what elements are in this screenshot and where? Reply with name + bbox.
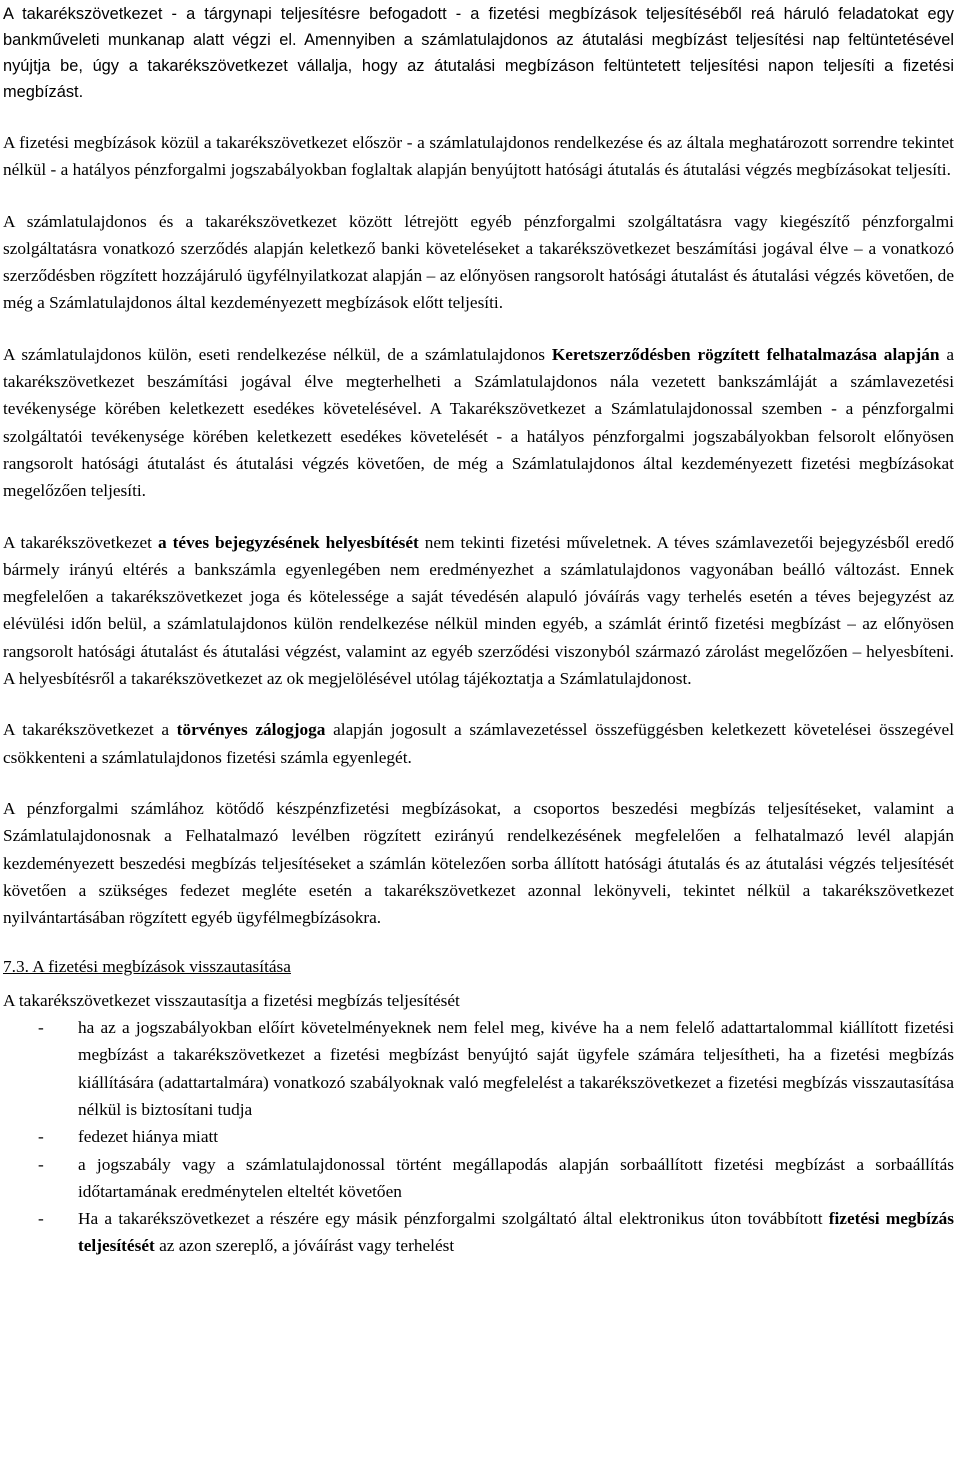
paragraph-bank-claims: A számlatulajdonos és a takarékszövetkezet között létrejött egyéb pénzforgalmi szolgáltatásra vagy kiegészítő pénzforgalmi szolgáltatásra vonatkozó szerződés alapján keletkező banki követeléseket a takarékszövetkezet beszámítási jogával élve – a vonatkozó szerződésben rögzített hozzájáruló ügyfélnyilatkozat alapján – az előnyösen rangsorolt hatósági átutalást és átutalási végzés követően, de még a Számlatulajdonos által kezdeményezett megbízások előtt teljesíti. (3, 211, 954, 313)
paragraph-priority-order: A fizetési megbízások közül a takarékszövetkezet először - a számlatulajdonos rendelkezése és az általa meghatározott sorrendre tekintet nélkül - a hatályos pénzforgalmi jogszabályokban foglaltak alapján benyújtott hatósági átutalás és átutalási végzés megbízásokat teljesíti. (3, 133, 954, 180)
section-intro: A takarékszövetkezet visszautasítja a fizetési megbízás teljesítését (3, 990, 460, 1010)
rejection-reasons-list (3, 1014, 954, 1260)
list-item: - ha az a jogszabályokban előírt követelményeknek nem felel meg, kivéve ha a nem felelő adattartalommal kiállított fizetési megbízást a takarékszövetkezet a fizetési megbízást benyújtó saját ügyfele számára teljesítheti, ha a fizetési megbízás kiállítására (adattartalmára) vonatkozó szabályoknak való megfelelést a takarékszövetkezet a fizetési megbízás visszautasítása nélkül is biztosítani tudja (3, 1014, 954, 1123)
list-item: - fedezet hiánya miatt (3, 1123, 954, 1150)
emphasis-framework-authorization: Keretszerződésben rögzített felhatalmazása alapján (551, 344, 940, 364)
document-page (0, 1, 960, 1469)
paragraph-settlement-timing: A takarékszövetkezet - a tárgynapi teljesítésre befogadott - a fizetési megbízások teljesítéséből reá háruló feladatokat egy bankműveleti munkanap alatt végzi el. Amennyiben a számlatulajdonos az átutalási megbízást teljesítési nap feltüntetésével nyújtja be, úgy a takarékszövetkezet vállalja, hogy az átutalási megbízáson feltüntetett teljesítési napon teljesíti a fizetési megbízást. (3, 5, 954, 101)
dash-bullet: - (38, 1209, 44, 1229)
paragraph-setoff-right: A számlatulajdonos külön, eseti rendelkezése nélkül, de a számlatulajdonos Keretszerződésben rögzített felhatalmazása alapján a takarékszövetkezet beszámítási jogával élve megterhelheti a Számlatulajdonos nála vezetett bankszámláját a számlavezetési tevékenysége körében keletkezett esedékes követelésével. A Takarékszövetkezet a Számlatulajdonossal szemben - a pénzforgalmi szolgáltatói tevékenysége körében keletkezett esedékes követelését - a hatályos pénzforgalmi jogszabályokban felsorolt előnyösen rangsorolt hatósági átutalást és átutalási végzés követően, de még a Számlatulajdonos által kezdeményezett fizetési megbízásokat megelőzően teljesíti. (3, 344, 954, 501)
paragraph-statutory-lien: A takarékszövetkezet a törvényes zálogjoga alapján jogosult a számlavezetéssel összefüggésben keletkezett követelései összegével csökkenteni a számlatulajdonos fizetési számla egyenlegét. (3, 720, 954, 767)
dash-bullet: - (38, 1127, 44, 1147)
emphasis-payment-order: fizetési megbízás teljesítését (78, 1209, 954, 1256)
paragraph-correction-entries: A takarékszövetkezet a téves bejegyzésének helyesbítését nem tekinti fizetési műveletnek. A téves számlavezetői bejegyzésből eredő bármely irányú eltérés a bankszámla egyenlegében nem eredményezhet a számlatulajdonos vagyonában beálló változást. Ennek megfelelően a takarékszövetkezet joga és kötelessége a saját tévedésén alapuló jóváírás vagy terhelés esetén a téves bejegyzést az elévülési időn belül, a számlatulajdonos külön rendelkezése nélkül minden egyéb, a számlát érintő fizetési megbízást – az előnyösen rangsorolt hatósági átutalást és átutalási végzést, valamint az egyéb szerződési viszonyból származó zárolást megelőzően – helyesbíteni. A helyesbítésről a takarékszövetkezet az ok megjelölésével utólag tájékoztatja a Számlatulajdonost. (3, 532, 954, 689)
paragraph-cash-orders: A pénzforgalmi számlához kötődő készpénzfizetési megbízásokat, a csoportos beszedési megbízás teljesítéseket, valamint a Számlatulajdonosnak a Felhatalmazó levélben rögzített ezirányú rendelkezésének megfelelően a felhatalmazó levél alapján kezdeményezett beszedési megbízás teljesítéseket a számlán kötelezően sorba állított hatósági átutalás és az átutalási végzés teljesítését követően a szükséges fedezet megléte esetén a takarékszövetkezet azonnal lekönyveli, tekintet nélkül a takarékszövetkezet nyilvántartásában rögzített egyéb ügyfélmegbízásokra. (3, 798, 954, 928)
dash-bullet: - (38, 1154, 44, 1174)
section-heading: 7.3. A fizetési megbízások visszautasítása (3, 957, 291, 977)
list-item: - Ha a takarékszövetkezet a részére egy másik pénzforgalmi szolgáltató által elektronikus úton továbbított fizetési megbízás teljesítését az azon szereplő, a jóváírást vagy terhelést (3, 1205, 954, 1260)
emphasis-statutory-lien: törvényes zálogjoga (176, 720, 326, 740)
list-item: - a jogszabály vagy a számlatulajdonossal történt megállapodás alapján sorbaállított fizetési megbízást a sorbaállítás időtartamának eredménytelen elteltét követően (3, 1151, 954, 1206)
dash-bullet: - (38, 1018, 44, 1038)
emphasis-correction: a téves bejegyzésének helyesbítését (157, 532, 419, 552)
